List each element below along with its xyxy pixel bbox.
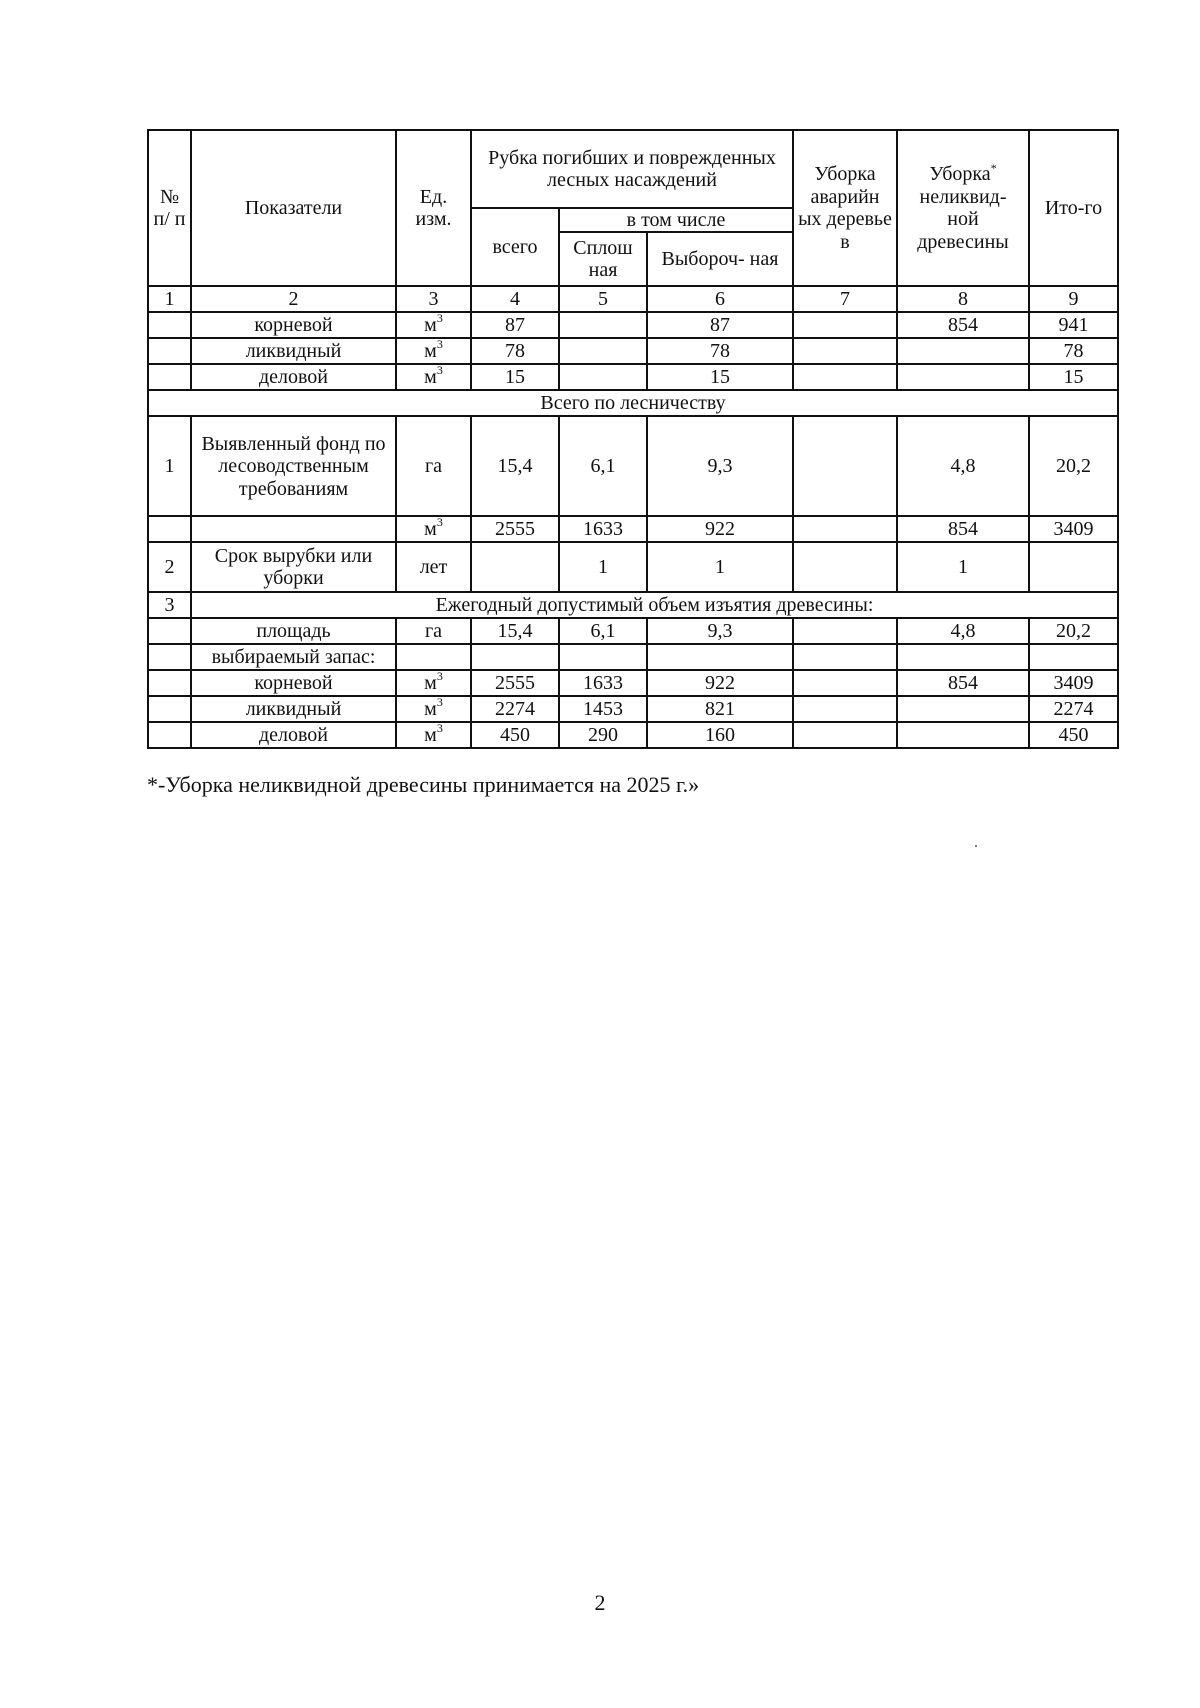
row-num: 1 — [148, 416, 191, 516]
cell-c9: 20,2 — [1029, 416, 1118, 516]
cell-c6: 78 — [647, 338, 793, 364]
cell-c6: 9,3 — [647, 618, 793, 644]
header-illiquid-mark: * — [990, 161, 997, 176]
cell-c6: 160 — [647, 722, 793, 748]
colnum-7: 7 — [793, 286, 897, 312]
scan-speck — [975, 845, 977, 847]
cell-c9: 3409 — [1029, 670, 1118, 696]
row-name: выбираемый запас: — [191, 644, 396, 670]
cell-c7 — [793, 722, 897, 748]
unit-sup: 3 — [436, 364, 443, 377]
header-num: № п/ п — [148, 130, 191, 286]
cell-c8: 854 — [897, 670, 1029, 696]
header-including: в том числе — [559, 208, 793, 232]
colnum-9: 9 — [1029, 286, 1118, 312]
cell-c8 — [897, 644, 1029, 670]
colnum-3: 3 — [396, 286, 471, 312]
row-name: деловой — [191, 722, 396, 748]
section-title: Всего по лесничеству — [148, 390, 1118, 416]
cell-c7 — [793, 364, 897, 390]
colnum-2: 2 — [191, 286, 396, 312]
cell-c4: 15,4 — [471, 618, 559, 644]
cell-c9: 3409 — [1029, 516, 1118, 542]
cell-c4 — [471, 542, 559, 592]
row-num — [148, 312, 191, 338]
cell-c5 — [559, 338, 647, 364]
row-num — [148, 618, 191, 644]
row-name: Выявленный фонд по лесоводственным требованиям — [191, 416, 396, 516]
cell-c6: 922 — [647, 670, 793, 696]
cell-c5: 1 — [559, 542, 647, 592]
row-unit — [396, 696, 471, 722]
row-num: 3 — [148, 592, 191, 618]
row-name: ликвидный — [191, 696, 396, 722]
cell-c9: 2274 — [1029, 696, 1118, 722]
cell-c7 — [793, 644, 897, 670]
cell-c7 — [793, 696, 897, 722]
row-num — [148, 696, 191, 722]
table-row — [148, 592, 1118, 618]
cell-c9: 941 — [1029, 312, 1118, 338]
row-unit: га — [396, 416, 471, 516]
unit-text: м — [424, 724, 437, 747]
cell-c8 — [897, 364, 1029, 390]
row-name: Срок вырубки или уборки — [191, 542, 396, 592]
cell-c9 — [1029, 542, 1118, 592]
header-felling-total: всего — [471, 208, 559, 286]
row-name: корневой — [191, 312, 396, 338]
colnum-8: 8 — [897, 286, 1029, 312]
cell-c6 — [647, 644, 793, 670]
unit-text: м — [424, 366, 437, 389]
row-unit — [396, 670, 471, 696]
unit-sup: 3 — [436, 338, 443, 351]
row-name: ликвидный — [191, 338, 396, 364]
cell-c8: 4,8 — [897, 416, 1029, 516]
colnum-1: 1 — [148, 286, 191, 312]
cell-c5 — [559, 364, 647, 390]
footnote: *-Уборка неликвидной древесины принимается на 2025 г.» — [147, 772, 700, 797]
header-unit: Ед. изм. — [396, 130, 471, 286]
colnum-4: 4 — [471, 286, 559, 312]
cell-c4: 2555 — [471, 670, 559, 696]
cell-c5 — [559, 644, 647, 670]
cell-c7 — [793, 542, 897, 592]
cell-c4 — [471, 644, 559, 670]
row-num — [148, 722, 191, 748]
cell-c8 — [897, 696, 1029, 722]
cell-c8: 4,8 — [897, 618, 1029, 644]
header-total: Ито-го — [1029, 130, 1118, 286]
unit-text: м — [424, 518, 437, 541]
cell-c6: 15 — [647, 364, 793, 390]
unit-text: м — [424, 340, 437, 363]
header-illiquid-rest: неликвид- ной древесины — [917, 185, 1009, 253]
row-name — [191, 516, 396, 542]
row-name: деловой — [191, 364, 396, 390]
cell-c9 — [1029, 644, 1118, 670]
cell-c6: 87 — [647, 312, 793, 338]
unit-sup: 3 — [436, 516, 443, 529]
unit-sup: 3 — [436, 696, 443, 709]
row-unit — [396, 644, 471, 670]
row-num — [148, 644, 191, 670]
cell-c5 — [559, 312, 647, 338]
header-felling-group: Рубка погибших и поврежденных лесных насаждений — [471, 130, 793, 208]
row-name: площадь — [191, 618, 396, 644]
cell-c6: 922 — [647, 516, 793, 542]
cell-c7 — [793, 416, 897, 516]
cell-c9: 20,2 — [1029, 618, 1118, 644]
cell-c5: 290 — [559, 722, 647, 748]
table-row — [148, 722, 1118, 748]
table-row — [148, 696, 1118, 722]
table-row — [148, 618, 1118, 644]
page-number: 2 — [594, 1590, 606, 1615]
cell-c4: 15,4 — [471, 416, 559, 516]
column-numbers-row — [148, 286, 1118, 312]
cell-c4: 87 — [471, 312, 559, 338]
cell-c7 — [793, 312, 897, 338]
cell-c8: 854 — [897, 312, 1029, 338]
cell-c7 — [793, 670, 897, 696]
cell-c7 — [793, 338, 897, 364]
cell-c6: 821 — [647, 696, 793, 722]
colnum-5: 5 — [559, 286, 647, 312]
cell-c8: 854 — [897, 516, 1029, 542]
colnum-6: 6 — [647, 286, 793, 312]
row-unit — [396, 516, 471, 542]
unit-sup: 3 — [436, 670, 443, 683]
cell-c8 — [897, 338, 1029, 364]
row-unit — [396, 338, 471, 364]
row-unit: лет — [396, 542, 471, 592]
cell-c4: 2555 — [471, 516, 559, 542]
cell-c5: 1633 — [559, 670, 647, 696]
section-row — [148, 390, 1118, 416]
cell-c8: 1 — [897, 542, 1029, 592]
header-emergency: Уборка аварийн ых деревье в — [793, 130, 897, 286]
table-row — [148, 416, 1118, 516]
table-row — [148, 644, 1118, 670]
cell-c5: 6,1 — [559, 416, 647, 516]
cell-c8 — [897, 722, 1029, 748]
annual-title: Ежегодный допустимый объем изъятия древесины: — [191, 592, 1118, 618]
cell-c7 — [793, 618, 897, 644]
cell-c6: 1 — [647, 542, 793, 592]
cell-c9: 15 — [1029, 364, 1118, 390]
header-illiquid — [897, 130, 1029, 286]
table-row — [148, 338, 1118, 364]
unit-text: м — [424, 672, 437, 695]
header-selective: Выбороч- ная — [647, 232, 793, 286]
row-num — [148, 364, 191, 390]
row-name: корневой — [191, 670, 396, 696]
row-num — [148, 516, 191, 542]
cell-c6: 9,3 — [647, 416, 793, 516]
row-unit — [396, 364, 471, 390]
cell-c9: 450 — [1029, 722, 1118, 748]
row-unit — [396, 722, 471, 748]
header-clear: Сплош ная — [559, 232, 647, 286]
table-row — [148, 516, 1118, 542]
unit-sup: 3 — [436, 722, 443, 735]
table-row — [148, 542, 1118, 592]
row-num: 2 — [148, 542, 191, 592]
table-row — [148, 312, 1118, 338]
row-num — [148, 670, 191, 696]
cell-c5: 1453 — [559, 696, 647, 722]
cell-c4: 78 — [471, 338, 559, 364]
logging-table — [147, 129, 1119, 749]
header-indicator: Показатели — [191, 130, 396, 286]
row-num — [148, 338, 191, 364]
cell-c4: 2274 — [471, 696, 559, 722]
cell-c4: 450 — [471, 722, 559, 748]
unit-sup: 3 — [436, 312, 443, 325]
row-unit — [396, 312, 471, 338]
row-unit: га — [396, 618, 471, 644]
unit-text: м — [424, 314, 437, 337]
cell-c4: 15 — [471, 364, 559, 390]
table-row — [148, 670, 1118, 696]
cell-c7 — [793, 516, 897, 542]
table-row — [148, 364, 1118, 390]
cell-c5: 6,1 — [559, 618, 647, 644]
cell-c5: 1633 — [559, 516, 647, 542]
unit-text: м — [424, 698, 437, 721]
cell-c9: 78 — [1029, 338, 1118, 364]
header-illiquid-title: Уборка — [929, 163, 991, 186]
